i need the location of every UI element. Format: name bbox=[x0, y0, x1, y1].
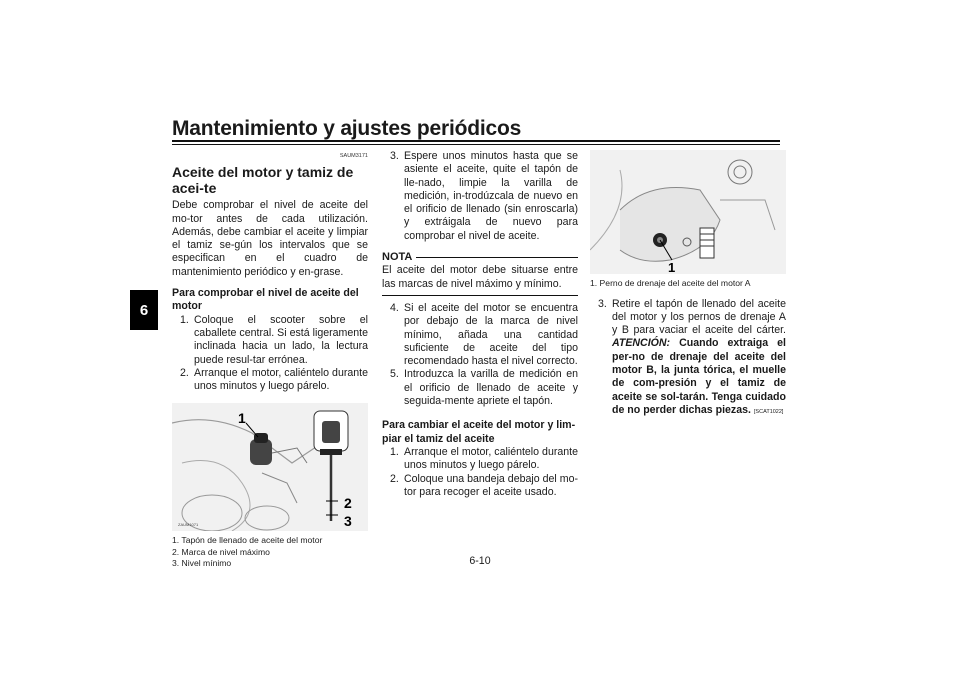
note-text: El aceite del motor debe situarse entre las marcas de nivel máximo y mínimo. bbox=[382, 264, 578, 290]
section-intro: Debe comprobar el nivel de aceite del mo-tor antes de cada utilización. Además, debe cambiar el aceite y limpiar el tamiz se-gún los intervalos que se especifican en el cuadro de mantenimiento periódico y en-grase. bbox=[172, 199, 368, 278]
step3-text: Retire el tapón de llenado del aceite del motor y los pernos de drenaje A y B para vaciar el aceite del cárter. bbox=[612, 297, 786, 337]
atencion-text: Cuando extraiga el per-no de drenaje del aceite del motor B, la junta tórica, el muelle de com-presión y el tamiz de aceite se sol-tarán. Tenga cuidado de no perder dichas piezas. bbox=[612, 337, 786, 416]
note-label: NOTA bbox=[382, 251, 413, 264]
figure-label-2: 2 bbox=[344, 495, 352, 512]
column-right bbox=[590, 150, 786, 419]
caption-line: 2. Marca de nivel máximo bbox=[172, 546, 270, 557]
column-middle bbox=[382, 150, 578, 499]
figure-label-3: 3 bbox=[344, 513, 352, 530]
header-rule-thin bbox=[172, 144, 780, 145]
atencion-label: ATENCIÓN: bbox=[612, 337, 671, 350]
list-item: 2. Coloque una bandeja debajo del mo-tor para recoger el aceite usado. bbox=[390, 472, 578, 498]
list-item: 3. Retire el tapón de llenado del aceite del motor y los pernos de drenaje A y B para vaciar el aceite del cárter. ATENCIÓN: Cuando extraiga el per-no de drenaje del aceite del motor B, la junta tórica, el muelle de com-presión y el tamiz de aceite se sol-tarán. Tenga cuidado de no perder dichas piezas. [SCAT1022] bbox=[598, 297, 786, 416]
drain-bolt-illustration bbox=[590, 150, 786, 274]
caption-line: 1. Perno de drenaje del aceite del motor A bbox=[590, 278, 751, 288]
list-item: 4. Si el aceite del motor se encuentra por debajo de la marca de nivel mínimo, añada una cantidad suficiente de aceite del tipo recomendado hasta el nivel correcto. bbox=[390, 301, 578, 368]
header-rule bbox=[172, 140, 780, 142]
list-item: 1. Coloque el scooter sobre el caballete central. Si está ligeramente inclinada hacia un lado, la lectura puede resul-tar errónea. bbox=[180, 313, 368, 366]
section-code: SAUM3171 bbox=[339, 153, 368, 159]
page-header-title: Mantenimiento y ajustes periódicos bbox=[172, 117, 522, 140]
caption-line: 3. Nivel mínimo bbox=[172, 558, 232, 569]
list-item: 5. Introduzca la varilla de medición en el orificio de llenado de aceite y seguida-mente apriete el tapón. bbox=[390, 368, 578, 408]
section-title: Aceite del motor y tamiz de acei-te bbox=[172, 164, 354, 197]
figure-captions bbox=[590, 278, 786, 290]
check-steps-list-cont bbox=[382, 150, 578, 243]
list-item: 2. Arranque el motor, caliéntelo durante unos minutos y luego párelo. bbox=[180, 366, 368, 393]
atencion-code: [SCAT1022] bbox=[753, 408, 784, 415]
change-steps-list-cont bbox=[590, 298, 786, 420]
figure-oil-filler-cap bbox=[172, 403, 368, 531]
note-end-rule bbox=[382, 295, 578, 296]
note-heading bbox=[382, 251, 578, 264]
chapter-tab: 6 bbox=[130, 290, 158, 330]
caption-line: 1. Tapón de llenado de aceite del motor bbox=[172, 535, 323, 546]
page-number: 6-10 bbox=[469, 555, 491, 567]
figure-label-1: 1 bbox=[668, 260, 676, 274]
check-steps-list-cont2 bbox=[382, 302, 578, 408]
figure-label-1: 1 bbox=[238, 410, 246, 427]
figure-code: ZAUM1071 bbox=[178, 522, 199, 528]
list-item: 3. Espere unos minutos hasta que se asiente el aceite, quite el tapón de lle-nado, limpie la varilla de medición, in-trodúzcala de nuevo en el orificio de llenado (sin enroscarla) y extráigala de nuevo para comprobar el nivel de aceite. bbox=[390, 150, 578, 242]
change-steps-list bbox=[382, 446, 578, 499]
column-left bbox=[172, 150, 368, 570]
oil-filler-illustration bbox=[172, 403, 368, 531]
change-heading: Para cambiar el aceite del motor y lim-piar el tamiz del aceite bbox=[382, 419, 576, 445]
check-steps-list bbox=[172, 314, 368, 394]
figure-drain-bolt bbox=[590, 150, 786, 274]
note-rule bbox=[416, 257, 578, 258]
check-heading: Para comprobar el nivel de aceite del motor bbox=[172, 287, 359, 313]
list-item: 1. Arranque el motor, caliéntelo durante unos minutos y luego párelo. bbox=[390, 445, 578, 472]
